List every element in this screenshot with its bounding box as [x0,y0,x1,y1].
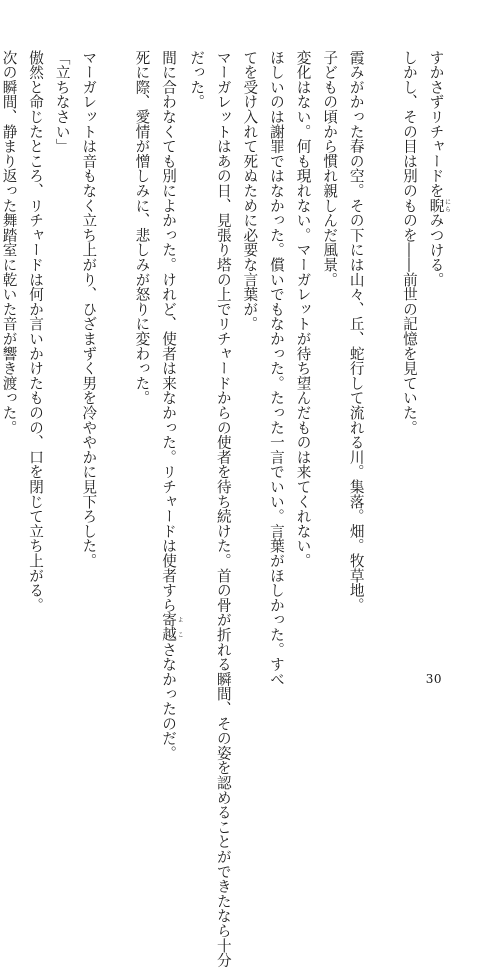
text-line: 死に際、愛情が憎しみに、悲しみが怒りに変わった。 [133,50,151,406]
text-line: 次の瞬間、静まり返った舞踏室に乾いた音が響き渡った。 [0,50,18,435]
ruby-word: 寄越 よこ [160,612,184,643]
text-line: マーガレットは音もなく立ち上がり、ひざまずく男を冷ややかに見下ろした。 [80,50,98,568]
text-line: 「立ちなさい」 [53,50,71,154]
text-line: 子どもの頃から慣れ親しんだ風景。 [321,50,339,287]
text-line: ほしいのは謝罪ではなかった。償いでもなかった。たった一言でいい。言葉がほしかった。すべ [267,50,285,687]
text-line: マーガレットはあの日、見張り塔の上でリチャードからの使者を待ち続けた。首の骨が折れる瞬間、その姿を認めることができたなら十分 [214,50,232,968]
blank-line [369,50,396,650]
text-line: すかさずリチャードを睨 にらみつける。 [427,50,451,287]
text-line: 変化はない。何も現れない。マーガレットが待ち望んだものは来てくれない。 [294,50,312,568]
text-line: だった。 [188,50,206,110]
text-line: てを受け入れて死ぬために必要な言葉が。 [241,50,259,332]
text-line: 霞みがかった春の空。その下には山々、丘、蛇行して流れる川。集落。畑。牧草地。 [347,50,365,613]
text-line: 間に合わなくても別によかった。けれど、使者は来なかった。リチャードは使者すら寄越 よこさなかったのだ。 [160,50,184,761]
text-line: 傲然と命じたところ、リチャードは何か言いかけたものの、口を閉じて立ち上がる。 [27,50,45,613]
page-number: 30 [425,672,442,686]
text-line: しかし、その目は別のものを――前世の記憶を見ていた。 [400,50,418,435]
blank-line [101,50,128,650]
ruby-word: 睨 にら [427,198,451,213]
